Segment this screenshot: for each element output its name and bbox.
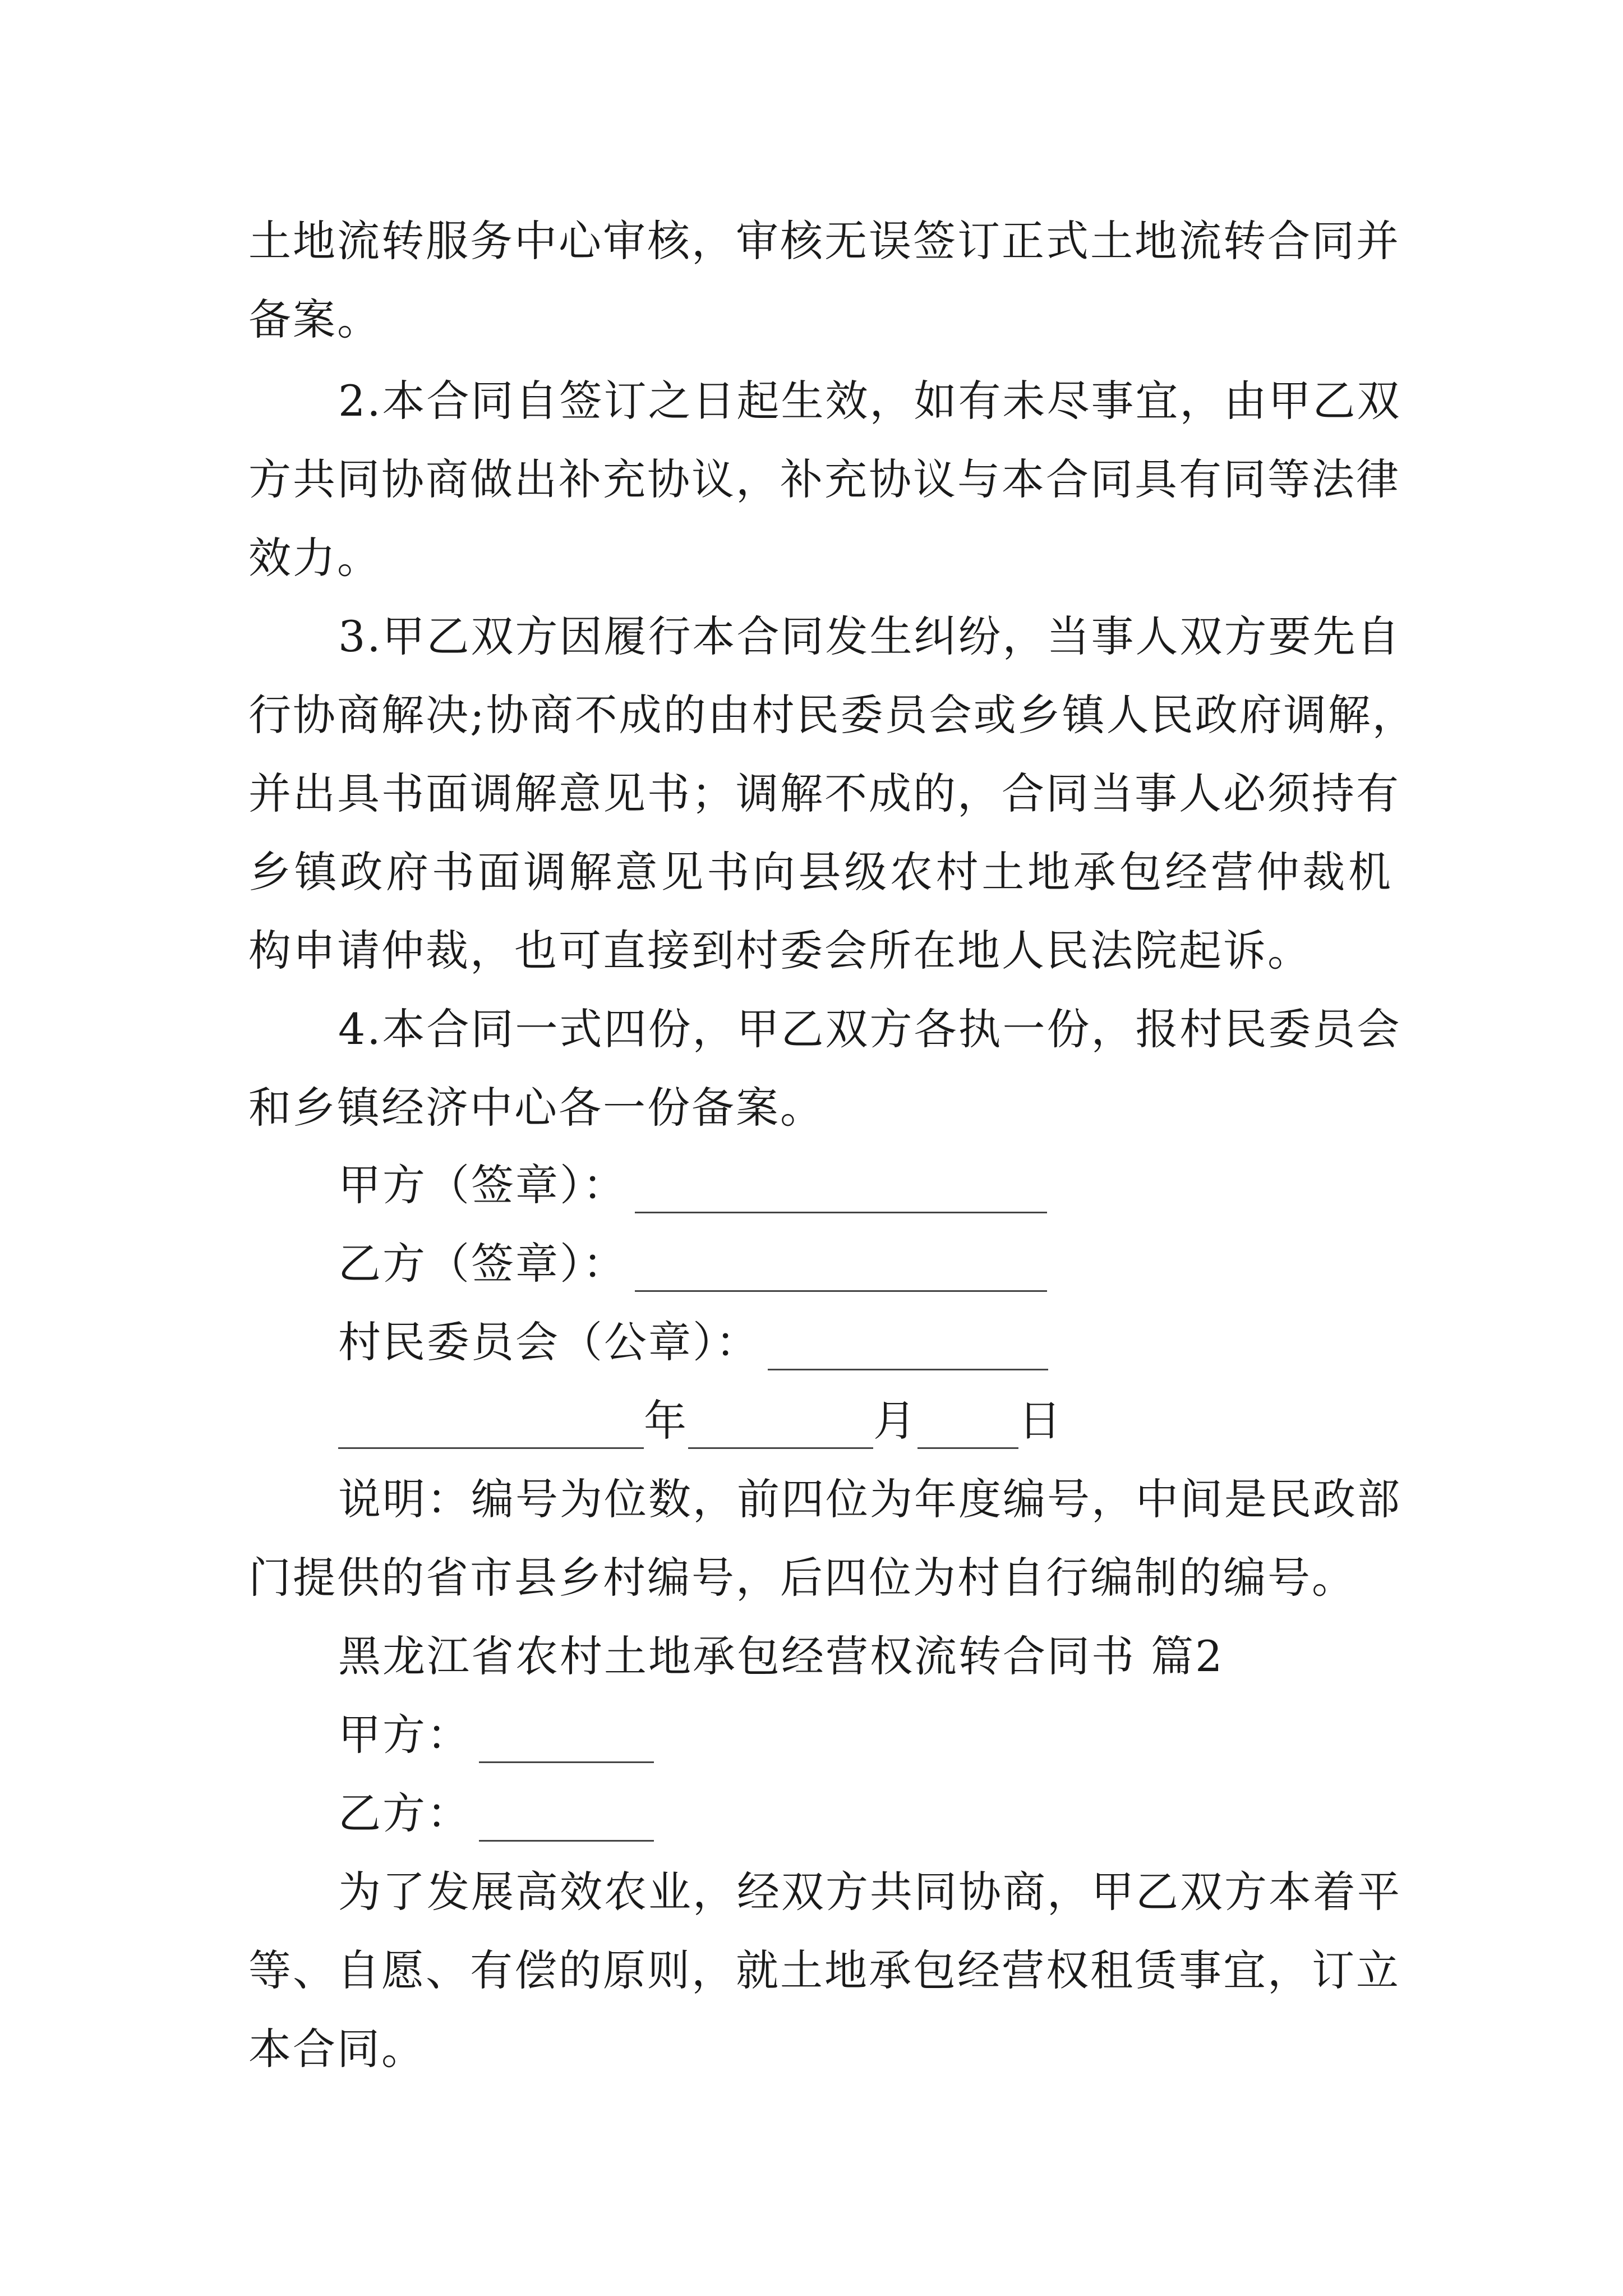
section-2-party-b-row [338,1786,1393,1842]
section-2-title: 黑龙江省农村土地承包经营权流转合同书 篇2 [338,1631,1224,1681]
date-row [338,1393,1393,1449]
section-2-intro-line: 为了发展高效农业，经双方共同协商，甲乙双方本着平 [338,1867,1401,1917]
note-line: 门提供的省市县乡村编号，后四位为村自行编制的编号。 [248,1553,1356,1603]
section-2-party-b-label: 乙方： [338,1788,471,1838]
day-label: 日 [1018,1396,1063,1446]
section-2-party-a-field[interactable] [479,1721,654,1763]
text-line: 土地流转服务中心审核，审核无误签订正式土地流转合同并 [248,216,1400,266]
year-field[interactable] [338,1407,644,1449]
section-2-party-a-row [338,1707,1393,1763]
section-2-intro-line: 本合同。 [248,2024,426,2074]
section-2-party-b-field[interactable] [479,1800,654,1842]
party-b-signature-label: 乙方（签章）： [338,1239,627,1289]
section-2-intro-line: 等、自愿、有偿的原则，就土地承包经营权租赁事宜，订立 [248,1945,1400,1995]
month-field[interactable] [688,1407,873,1449]
committee-seal-field[interactable] [768,1328,1048,1370]
note-line: 说明：编号为位数，前四位为年度编号，中间是民政部 [338,1474,1401,1524]
clause-2-line: 2.本合同自签订之日起生效，如有未尽事宜，由甲乙双 [338,376,1401,426]
clause-2-line: 方共同协商做出补充协议，补充协议与本合同具有同等法律 [248,454,1400,504]
clause-3-line: 构申请仲裁，也可直接到村委会所在地人民法院起诉。 [248,926,1312,976]
clause-4-line: 4.本合同一式四份，甲乙双方各执一份，报村民委员会 [338,1004,1401,1054]
clause-3-line: 乡镇政府书面调解意见书向县级农村土地承包经营仲裁机 [248,847,1393,897]
party-a-signature-label: 甲方（签章）： [338,1160,627,1210]
clause-3-line: 3.甲乙双方因履行本合同发生纠纷，当事人双方要先自 [338,611,1401,661]
clause-4-line: 和乡镇经济中心各一份备案。 [248,1083,824,1133]
party-b-signature-field[interactable] [635,1250,1047,1292]
committee-seal-row [338,1314,1393,1370]
party-a-signature-field[interactable] [635,1171,1047,1213]
month-label: 月 [873,1396,917,1446]
party-a-signature-row [338,1157,1393,1213]
section-2-party-a-label: 甲方： [338,1710,471,1760]
year-label: 年 [644,1396,688,1446]
text-line: 备案。 [248,295,381,344]
day-field[interactable] [917,1407,1018,1449]
clause-3-line: 行协商解决;协商不成的由村民委员会或乡镇人民政府调解， [248,690,1417,740]
committee-seal-label: 村民委员会（公章）： [338,1317,760,1367]
clause-2-line: 效力。 [248,533,381,583]
party-b-signature-row [338,1236,1393,1292]
clause-3-line: 并出具书面调解意见书；调解不成的，合同当事人必须持有 [248,769,1400,818]
